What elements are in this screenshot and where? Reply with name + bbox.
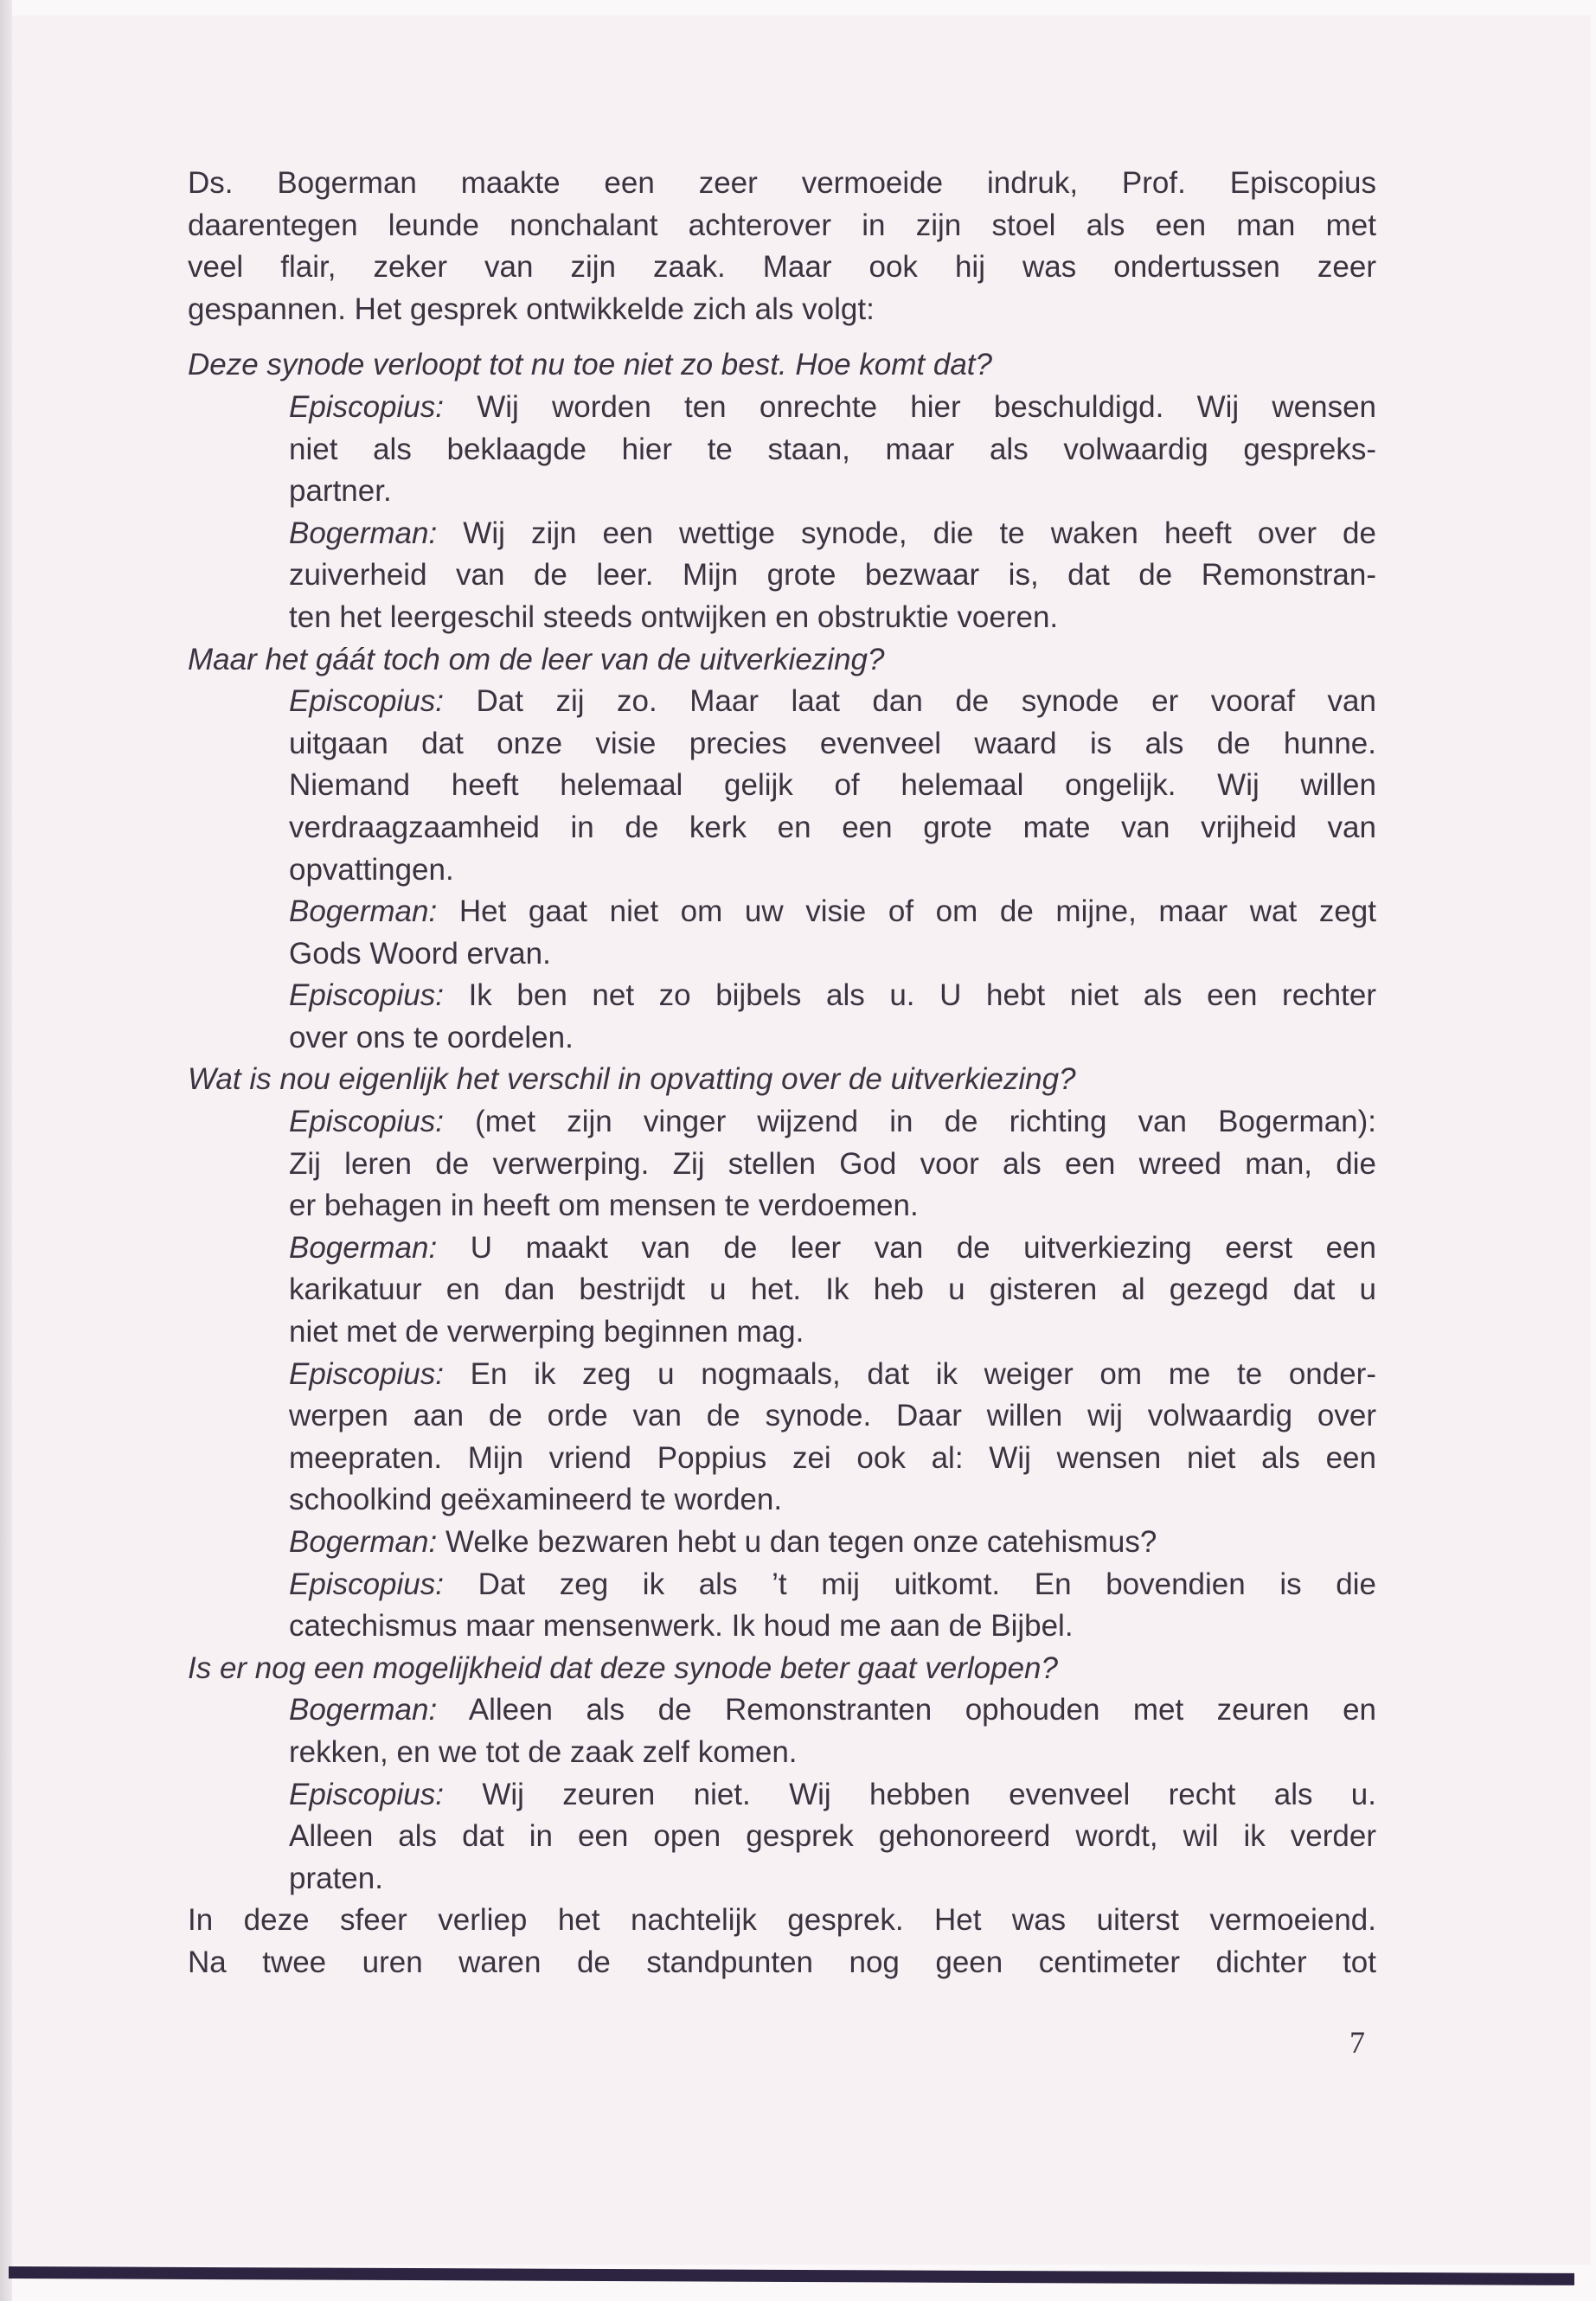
dialogue-text: Het gaat niet om uw visie of om de mijne, maar wat zegt — [458, 894, 1376, 929]
dialogue-text: Wij zeuren niet. Wij hebben evenveel recht als u. — [482, 1777, 1376, 1811]
dialogue-line — [289, 429, 1376, 471]
dialogue-line — [289, 1269, 1376, 1311]
dialogue-text: over ons te oordelen. — [289, 1020, 574, 1054]
dialogue-text: niet met de verwerping beginnen mag. — [289, 1315, 804, 1349]
dialogue-text: En ik zeg u nogmaals, dat ik weiger om me te onder- — [470, 1356, 1376, 1391]
dialogue-text: ten het leergeschil steeds ontwijken en obstruktie voeren. — [289, 599, 1059, 634]
dialogue-text: Wij zijn een wettige synode, die te waken heeft over de — [463, 516, 1376, 550]
dialogue-line — [289, 1689, 1376, 1732]
dialogue-text: verdraagzaamheid in de kerk en een grote mate van vrijheid van — [289, 810, 1376, 844]
dialogue-line — [289, 723, 1376, 766]
dialogue-line — [289, 975, 1376, 1017]
dialogue-text: zuiverheid van de leer. Mijn grote bezwaar is, dat de Remonstran- — [289, 558, 1376, 593]
dialogue-text: Gods Woord ervan. — [289, 936, 551, 971]
dialogue-text: Dat zeg ik als ’t mij uitkomt. En bovendien is die — [478, 1567, 1376, 1601]
speaker-name: Episcopius: — [289, 1777, 444, 1811]
dialogue-text: opvattingen. — [289, 852, 454, 887]
outro-line: Na twee uren waren de standpunten nog geen centimeter dichter tot — [188, 1945, 1376, 1979]
dialogue-line — [289, 1185, 1376, 1227]
intro-line: gespannen. Het gesprek ontwikkelde zich als volgt: — [188, 292, 875, 326]
dialogue-text: karikatuur en dan bestrijdt u het. Ik heb u gisteren al gezegd dat u — [289, 1272, 1376, 1307]
dialogue-line — [289, 807, 1376, 849]
dialogue-text: rekken, en we tot de zaak zelf komen. — [289, 1734, 798, 1769]
spacer — [188, 330, 1376, 344]
page-number: 7 — [1349, 2025, 1365, 2060]
interview-question: Maar het gáát toch om de leer van de uitverkiezing? — [188, 642, 885, 676]
interview-question: Wat is nou eigenlijk het verschil in opvatting over de uitverkiezing? — [188, 1062, 1076, 1097]
dialogue-line — [289, 1144, 1376, 1186]
dialogue-text: Alleen als de Remonstranten ophouden met zeuren en — [468, 1693, 1376, 1727]
dialogue-text: Dat zij zo. Maar laat dan de synode er vooraf van — [476, 684, 1376, 719]
dialogue-text: Zij leren de verwerping. Zij stellen God voor als een wreed man, die — [289, 1146, 1376, 1181]
dialogue-line — [289, 513, 1376, 555]
dialogue-line — [289, 1564, 1376, 1606]
dialogue-text: werpen aan de orde van de synode. Daar willen wij volwaardig over — [289, 1399, 1376, 1433]
dialogue-line — [289, 1354, 1376, 1396]
dialogue-line — [289, 681, 1376, 723]
dialogue-line — [289, 765, 1376, 807]
intro-line: daarentegen leunde nonchalant achterover in zijn stoel als een man met — [188, 208, 1376, 242]
body-text — [188, 163, 1376, 1984]
dialogue-line — [289, 1438, 1376, 1480]
dialogue-line — [289, 597, 1376, 639]
dialogue-text: Alleen als dat in een open gesprek gehonoreerd wordt, wil ik verder — [289, 1819, 1376, 1854]
dialogue-text: Niemand heeft helemaal gelijk of helemaal ongelijk. Wij willen — [289, 768, 1376, 803]
dialogue-text: Wij worden ten onrechte hier beschuldigd. Wij wensen — [477, 389, 1376, 424]
dialogue-line — [289, 1101, 1376, 1144]
speaker-name: Episcopius: — [289, 684, 444, 719]
dialogue-line — [289, 1606, 1376, 1648]
scan-left-edge — [0, 0, 12, 2301]
dialogue-text: schoolkind geëxamineerd te worden. — [289, 1483, 783, 1517]
dialogue-line — [289, 1395, 1376, 1438]
speaker-name: Bogerman: — [289, 516, 438, 550]
speaker-name: Episcopius: — [289, 1567, 444, 1601]
dialogue-text: praten. — [289, 1861, 383, 1895]
speaker-name: Episcopius: — [289, 1356, 444, 1391]
dialogue-text: Welke bezwaren hebt u dan tegen onze catehismus? — [445, 1525, 1157, 1559]
dialogue-line — [289, 1479, 1376, 1522]
speaker-name: Episcopius: — [289, 389, 444, 424]
speaker-name: Bogerman: — [289, 1230, 438, 1265]
speaker-name: Episcopius: — [289, 978, 444, 1013]
dialogue-line — [289, 471, 1376, 513]
dialogue-line — [289, 1522, 1376, 1564]
dialogue-line — [289, 1311, 1376, 1354]
dialogue-line — [289, 1816, 1376, 1858]
dialogue-text: er behagen in heeft om mensen te verdoemen. — [289, 1189, 919, 1223]
intro-line: Ds. Bogerman maakte een zeer vermoeide indruk, Prof. Episcopius — [188, 166, 1376, 200]
scan-bottom-bar — [9, 2266, 1574, 2285]
dialogue-line — [289, 1017, 1376, 1060]
dialogue-line — [289, 891, 1376, 933]
dialogue-text: partner. — [289, 474, 392, 509]
dialogue-line — [289, 849, 1376, 892]
interview-question: Is er nog een mogelijkheid dat deze synode beter gaat verlopen? — [188, 1650, 1058, 1685]
speaker-name: Episcopius: — [289, 1105, 444, 1139]
dialogue-text: meepraten. Mijn vriend Poppius zei ook al: Wij wensen niet als een — [289, 1440, 1376, 1475]
outro-line: In deze sfeer verliep het nachtelijk gesprek. Het was uiterst vermoeiend. — [188, 1903, 1376, 1938]
speaker-name: Bogerman: — [289, 1693, 438, 1727]
dialogue-text: uitgaan dat onze visie precies evenveel waard is als de hunne. — [289, 726, 1376, 760]
dialogue-line — [289, 1774, 1376, 1817]
speaker-name: Bogerman: — [289, 1525, 438, 1559]
speaker-name: Bogerman: — [289, 894, 438, 929]
interview-question: Deze synode verloopt tot nu toe niet zo best. Hoe komt dat? — [188, 348, 992, 382]
dialogue-line — [289, 554, 1376, 597]
dialogue-text: U maakt van de leer van de uitverkiezing eerst een — [470, 1230, 1376, 1265]
dialogue-line — [289, 1227, 1376, 1270]
dialogue-line — [289, 1732, 1376, 1774]
dialogue-text: (met zijn vinger wijzend in de richting van Bogerman): — [475, 1105, 1376, 1139]
dialogue-line — [289, 1858, 1376, 1900]
dialogue-text: catechismus maar mensenwerk. Ik houd me aan de Bijbel. — [289, 1609, 1074, 1644]
intro-line: veel flair, zeker van zijn zaak. Maar ook hij was ondertussen zeer — [188, 250, 1376, 285]
dialogue-line — [289, 387, 1376, 429]
dialogue-line — [289, 933, 1376, 976]
dialogue-text: niet als beklaagde hier te staan, maar als volwaardig gespreks- — [289, 432, 1376, 466]
dialogue-text: Ik ben net zo bijbels als u. U hebt niet als een rechter — [468, 978, 1376, 1013]
